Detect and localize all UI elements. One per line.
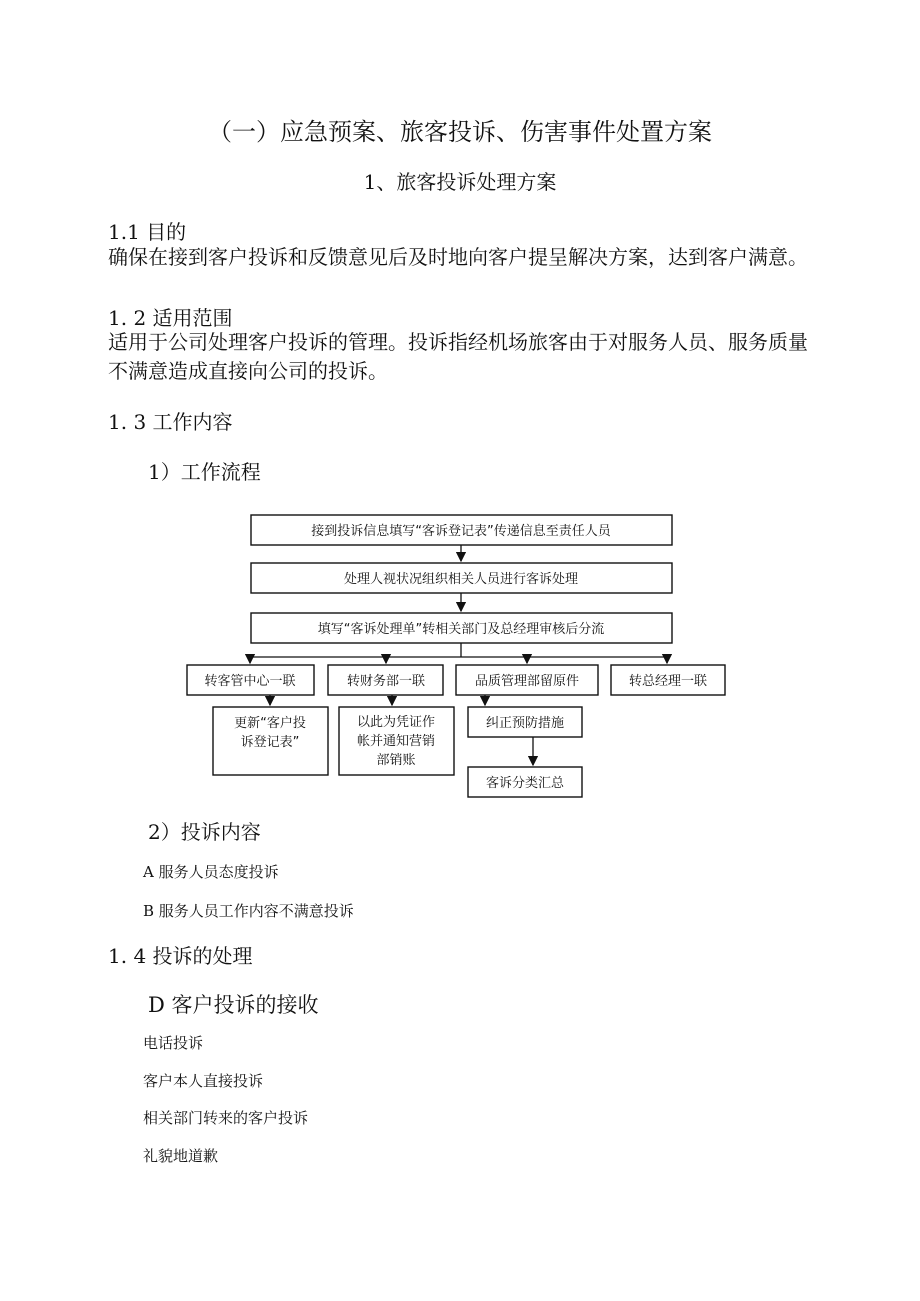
flow-branch-gm-label: 转总经理一联 xyxy=(628,674,708,689)
heading-workflow: 1）工作流程 xyxy=(148,460,261,484)
flow-step-fill-form-label: 填写“客诉处理单”转相关部门及总经理审核后分流 xyxy=(317,622,605,637)
section-title: 1、旅客投诉处理方案 xyxy=(363,170,557,194)
heading-complaint-content: 2）投诉内容 xyxy=(148,820,261,844)
receive-item: 相关部门转来的客户投诉 xyxy=(143,1109,309,1127)
receive-item: 客户本人直接投诉 xyxy=(143,1072,264,1090)
receive-item: 礼貌地道歉 xyxy=(143,1147,219,1165)
complaint-item-b: B 服务人员工作内容不满意投诉 xyxy=(143,902,354,920)
paragraph-scope: 适用于公司处理客户投诉的管理。投诉指经机场旅客由于对服务人员、服务质量不满意造成直接向公司的投诉。 xyxy=(108,330,808,383)
flow-sub-update-line1: 更新“客户投 xyxy=(234,716,306,731)
receive-item: 电话投诉 xyxy=(143,1034,204,1052)
heading-1-1: 1.1 目的 xyxy=(108,220,187,244)
flow-sub-update-line2: 诉登记表” xyxy=(240,735,300,750)
heading-1-4: 1. 4 投诉的处理 xyxy=(108,944,253,968)
flow-sub-finance-line2: 帐并通知营销 xyxy=(356,734,436,749)
flow-sub-finance-line1: 以此为凭证作 xyxy=(356,715,436,730)
complaint-item-a: A 服务人员态度投诉 xyxy=(143,863,279,881)
flow-step-register-label: 接到投诉信息填写“客诉登记表”传递信息至责任人员 xyxy=(311,524,611,539)
flow-branch-finance-label: 转财务部一联 xyxy=(346,674,426,689)
flow-sub-finance-line3: 部销账 xyxy=(376,753,416,768)
flow-branch-quality-label: 品质管理部留原件 xyxy=(474,674,580,689)
paragraph-purpose: 确保在接到客户投诉和反馈意见后及时地向客户提呈解决方案，达到客户满意。 xyxy=(108,245,808,269)
flow-step-handle-label: 处理人视状况组织相关人员进行客诉处理 xyxy=(343,572,579,587)
flow-sub-summary-label: 客诉分类汇总 xyxy=(485,776,565,791)
flow-sub-corrective-label: 纠正预防措施 xyxy=(485,716,565,731)
flow-branch-customer-center-label: 转客管中心一联 xyxy=(204,674,296,689)
heading-1-2: 1. 2 适用范围 xyxy=(108,306,233,330)
heading-complaint-receive: D 客户投诉的接收 xyxy=(148,993,319,1017)
page-title: （一）应急预案、旅客投诉、伤害事件处置方案 xyxy=(208,118,712,146)
heading-1-3: 1. 3 工作内容 xyxy=(108,410,233,434)
